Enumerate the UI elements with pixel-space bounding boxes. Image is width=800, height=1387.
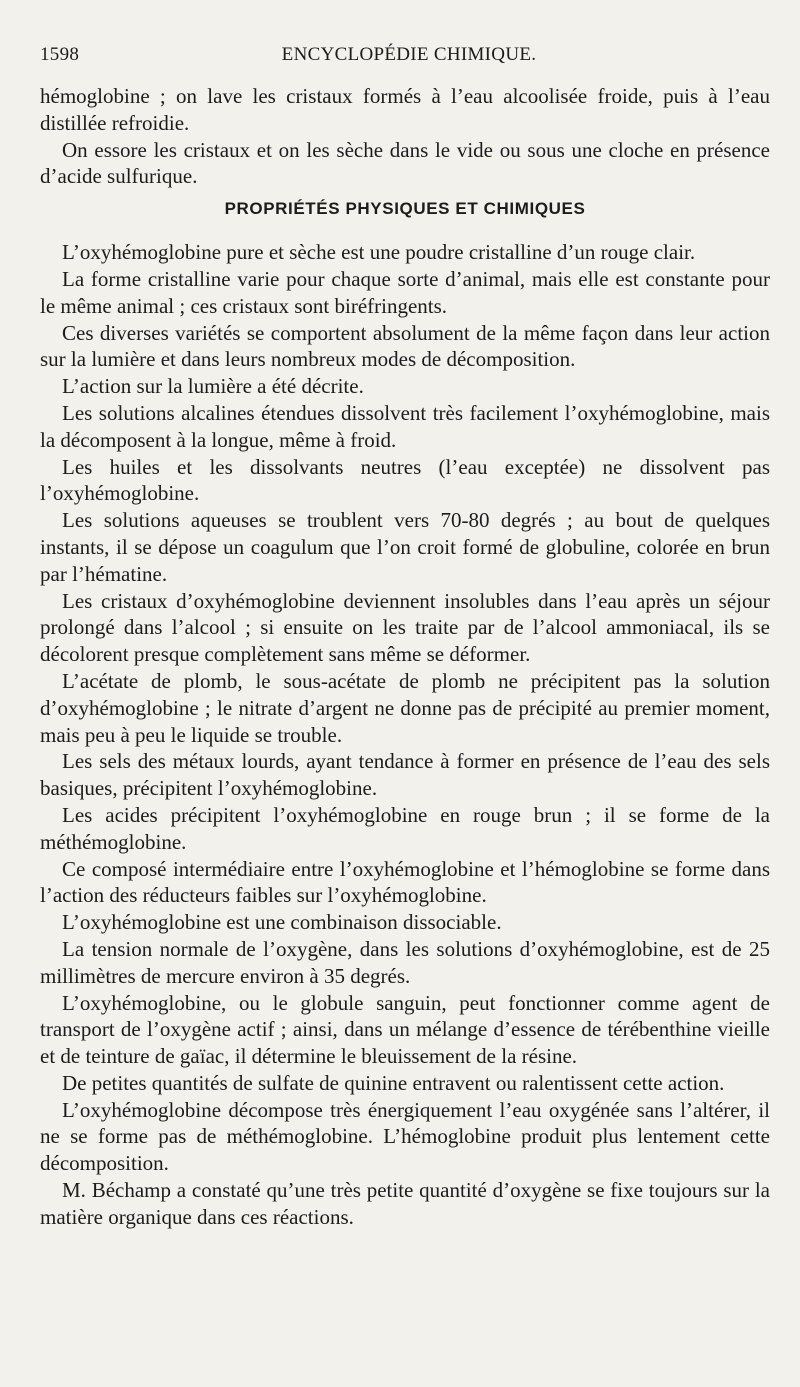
continued-paragraph: hémoglobine ; on lave les cristaux formés à l’eau alcoolisée froide, puis à l’eau distillée refroidie. xyxy=(40,84,770,135)
paragraph: L’oxyhémoglobine pure et sèche est une poudre cristalline d’un rouge clair. xyxy=(62,240,696,265)
paragraph: La forme cristalline varie pour chaque sorte d’animal, mais elle est constante pour le même animal ; ces cristaux sont biréfringents. xyxy=(40,266,770,318)
paragraph: M. Béchamp a constaté qu’une très petite quantité d’oxygène se fixe toujours sur la matière organique dans ces réactions. xyxy=(40,1178,770,1229)
paragraph: L’oxyhémoglobine est une combinaison dissociable. xyxy=(62,910,502,935)
paragraph: Les huiles et les dissolvants neutres (l’eau exceptée) ne dissolvent pas l’oxyhémoglobine. xyxy=(40,454,770,506)
page-body xyxy=(40,83,770,1231)
section-heading: PROPRIÉTÉS PHYSIQUES ET CHIMIQUES xyxy=(224,199,586,219)
paragraph: On essore les cristaux et on les sèche dans le vide ou sous une cloche en présence d’acide sulfurique. xyxy=(40,137,770,189)
running-title: ENCYCLOPÉDIE CHIMIQUE. xyxy=(281,44,537,65)
paragraph: L’action sur la lumière a été décrite. xyxy=(62,374,364,399)
paragraph: L’oxyhémoglobine décompose très énergiquement l’eau oxygénée sans l’altérer, il ne se forme pas de méthémoglobine. L’hémoglobine produit plus lentement cette décomposition. xyxy=(40,1097,770,1176)
paragraph: De petites quantités de sulfate de quinine entravent ou ralentissent cette action. xyxy=(62,1070,725,1095)
page-number: 1598 xyxy=(40,44,80,65)
paragraph: Les solutions aqueuses se troublent vers 70-80 degrés ; au bout de quelques instants, il se dépose un coagulum que l’on croit formé de globuline, colorée en brun par l’hématine. xyxy=(40,508,770,586)
paragraph: Les sels des métaux lourds, ayant tendance à former en présence de l’eau des sels basiques, précipitent l’oxyhémoglobine. xyxy=(40,749,770,801)
paragraph: La tension normale de l’oxygène, dans les solutions d’oxyhémoglobine, est de 25 millimètres de mercure environ à 35 degrés. xyxy=(40,936,770,988)
paragraph: Ces diverses variétés se comportent absolument de la même façon dans leur action sur la lumière et dans leurs nombreux modes de décomposition. xyxy=(40,320,770,372)
paragraph: Ce composé intermédiaire entre l’oxyhémoglobine et l’hémoglobine se forme dans l’action des réducteurs faibles sur l’oxyhémoglobine. xyxy=(40,856,770,908)
paragraph: Les solutions alcalines étendues dissolvent très facilement l’oxyhémoglobine, mais la décomposent à la longue, même à froid. xyxy=(40,400,770,452)
paragraph: L’oxyhémoglobine, ou le globule sanguin, peut fonctionner comme agent de transport de l’oxygène actif ; ainsi, dans un mélange d’essence de térébenthine vieille et de teinture de gaïac, il détermine le bleuissement de la résine. xyxy=(40,990,770,1069)
paragraph: Les cristaux d’oxyhémoglobine deviennent insolubles dans l’eau après un séjour prolongé dans l’alcool ; si ensuite on les traite par de l’alcool ammoniacal, ils se décolorent presque complètement sans même se déformer. xyxy=(40,588,770,667)
paragraph: L’acétate de plomb, le sous-acétate de plomb ne précipitent pas la solution d’oxyhémoglobine ; le nitrate d’argent ne donne pas de précipité au premier moment, mais peu à peu le liquide se trouble. xyxy=(40,668,770,747)
paragraph: Les acides précipitent l’oxyhémoglobine en rouge brun ; il se forme de la méthémoglobine. xyxy=(40,802,770,854)
running-header xyxy=(40,44,768,70)
